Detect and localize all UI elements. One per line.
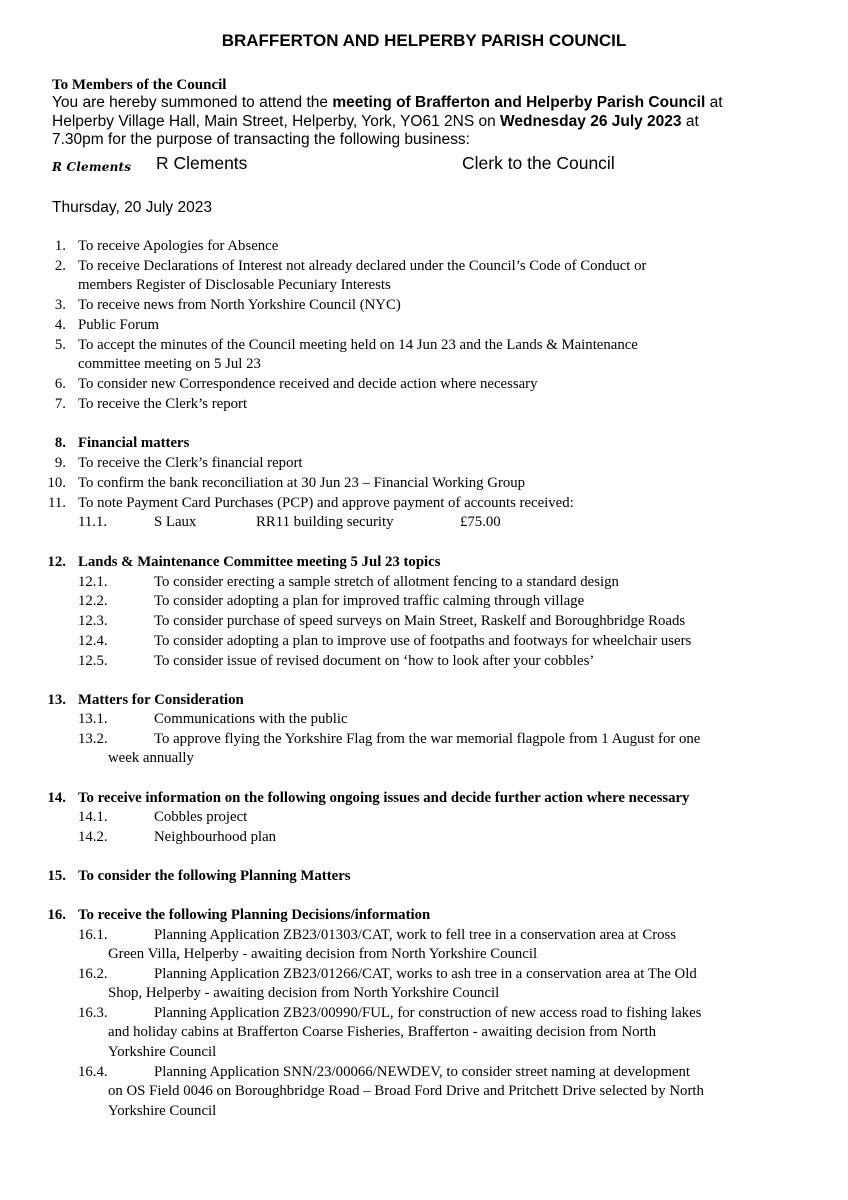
sub-item: 16.3. Planning Application ZB23/00990/FUL, for construction of new access road to fishing lakes	[78, 1005, 702, 1021]
payment-amount: £75.00	[460, 514, 501, 530]
sub-item: 12.1. To consider erecting a sample stretch of allotment fencing to a standard design	[78, 574, 619, 590]
sub-item-continuation: Yorkshire Council	[108, 1103, 217, 1119]
sub-item: 12.4. To consider adopting a plan to improve use of footpaths and footways for wheelchair users	[78, 633, 692, 649]
sub-item-continuation: Shop, Helperby - awaiting decision from North Yorkshire Council	[108, 985, 500, 1001]
agenda-item-continuation: members Register of Disclosable Pecuniary Interests	[78, 277, 391, 293]
sub-item: 16.4. Planning Application SNN/23/00066/NEWDEV, to consider street naming at development	[78, 1064, 691, 1080]
sub-item: 12.2. To consider adopting a plan for improved traffic calming through village	[78, 593, 585, 609]
clerk-name: R Clements	[156, 153, 248, 173]
summons-line-3: 7.30pm for the purpose of transacting the following business:	[52, 131, 470, 148]
addressee-heading: To Members of the Council	[52, 77, 227, 93]
payment-description: RR11 building security	[256, 514, 394, 530]
handwritten-signature: R Clements	[52, 160, 132, 174]
payment-number: 11.1.	[78, 514, 108, 530]
summons-line-1: You are hereby summoned to attend the meeting of Brafferton and Helperby Parish Council at	[52, 94, 723, 111]
sub-item-continuation: Green Villa, Helperby - awaiting decision from North Yorkshire Council	[108, 946, 538, 962]
payment-payee: S Laux	[154, 514, 197, 530]
notice-date: Thursday, 20 July 2023	[52, 199, 212, 216]
agenda-item-continuation: committee meeting on 5 Jul 23	[78, 356, 261, 372]
sub-item: 14.2. Neighbourhood plan	[78, 829, 277, 845]
summons-line-2: Helperby Village Hall, Main Street, Helperby, York, YO61 2NS on Wednesday 26 July 2023 at	[52, 112, 699, 130]
sub-item: 16.2. Planning Application ZB23/01266/CAT, works to ash tree in a conservation area at The Old	[78, 966, 697, 982]
sub-item-continuation: and holiday cabins at Brafferton Coarse Fisheries, Brafferton - awaiting decision from North	[108, 1024, 657, 1040]
sub-item-continuation: Yorkshire Council	[108, 1044, 217, 1060]
sub-item: 12.3. To consider purchase of speed surveys on Main Street, Raskelf and Boroughbridge Roads	[78, 613, 686, 629]
sub-item: 13.2. To approve flying the Yorkshire Flag from the war memorial flagpole from 1 August for one	[78, 731, 701, 747]
sub-item: 14.1. Cobbles project	[78, 809, 248, 825]
sub-item: 12.5. To consider issue of revised document on ‘how to look after your cobbles’	[78, 653, 595, 669]
page-title: BRAFFERTON AND HELPERBY PARISH COUNCIL	[221, 31, 627, 50]
payment-row	[0, 514, 848, 534]
clerk-role: Clerk to the Council	[462, 153, 615, 173]
summons-paragraph	[52, 94, 812, 150]
sub-item-continuation: on OS Field 0046 on Boroughbridge Road – Broad Ford Drive and Pritchett Drive selected by North	[108, 1083, 704, 1099]
sub-item-continuation: week annually	[108, 750, 194, 766]
sub-item: 13.1. Communications with the public	[78, 711, 348, 727]
sub-item: 16.1. Planning Application ZB23/01303/CAT, work to fell tree in a conservation area at Cross	[78, 927, 677, 943]
